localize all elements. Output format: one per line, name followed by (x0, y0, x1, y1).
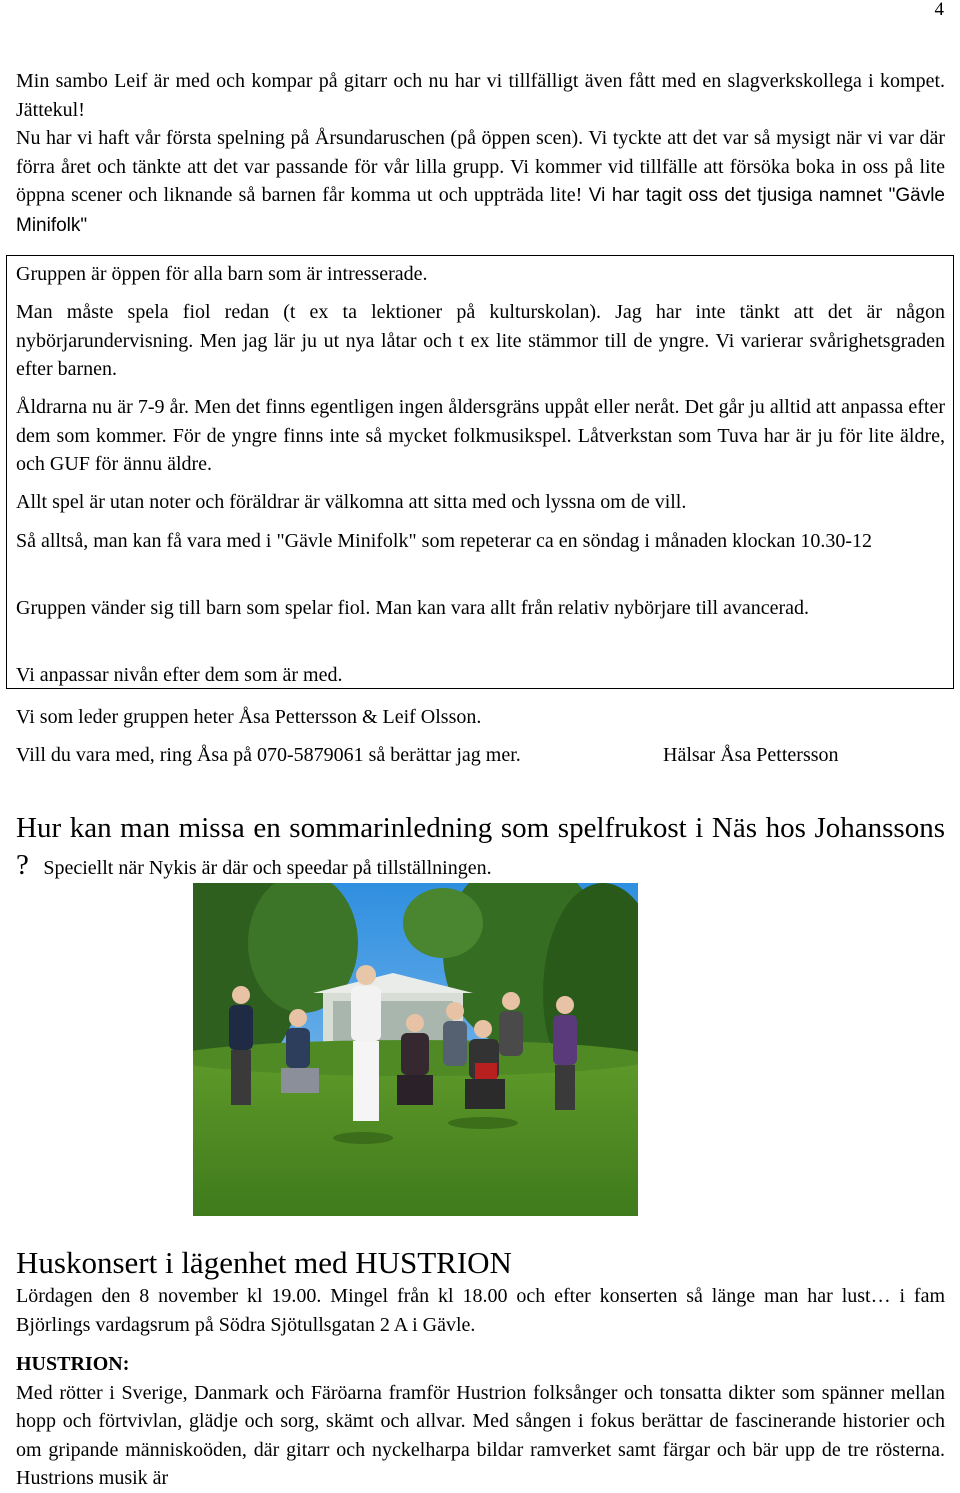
info-schedule: Så alltså, man kan få vara med i "Gävle Minifolk" som repeterar ca en söndag i månaden klockan 10.30-12 (16, 530, 873, 552)
contact-line: Vill du vara med, ring Åsa på 070-5879061 så berättar jag mer. (16, 744, 521, 766)
breakfast-heading-text: Hur kan man missa en sommarinledning som spelfrukost i Näs hos Johanssons ? (16, 812, 945, 881)
info-ages: Åldrarna nu är 7-9 år. Men det finns egentligen ingen åldersgräns uppåt eller neråt. Det går ju alltid att anpassa efter dem som kommer. För de yngre finns inte så mycket folkmusikspel. Låtverkstan som Tuva har är ju för lite äldre, och GUF för ännu äldre. (16, 396, 945, 475)
info-level: Vi anpassar nivån efter dem som är med. (16, 664, 343, 686)
musicians-photo-image (193, 883, 638, 1216)
info-no-notes: Allt spel är utan noter och föräldrar är välkomna att sitta med och lyssna om de vill. (16, 491, 687, 513)
page-number: 4 (934, 0, 944, 20)
minifolk-name-sentence: Vi har tagit oss det tjusiga namnet "Gävle Minifolk" (16, 185, 945, 236)
musicians-photo (193, 883, 638, 1216)
intro-paragraph-2-main: Nu har vi haft vår första spelning på Årsundaruschen (på öppen scen). Vi tyckte att det var så mysigt när vi var där förra året och tänkte att det var passande för vår lilla grupp. Vi kommer vid tillfälle att försöka boka in oss på lite öppna scener och liknande så barnen får komma ut och uppträda lite! (16, 127, 945, 206)
breakfast-heading-subtitle: Speciellt när Nykis är där och speedar på tillställningen. (43, 857, 492, 879)
hustrion-label: HUSTRION: (16, 1353, 130, 1375)
group-info-box (6, 255, 954, 689)
info-requirements: Man måste spela fiol redan (t ex ta lektioner på kulturskolan). Jag har inte tänkt att det är någon nybörjarundervisning. Men jag lär ju ut nya låtar och t ex lite stämmor till de yngre. Vi varierar svårighetsgraden efter barnen. (16, 301, 945, 380)
hustrion-section (16, 1350, 945, 1493)
hustrion-description: Med rötter i Sverige, Danmark och Färöarna framför Hustrion folksånger och tonsatta dikter som spänner mellan hopp och förtvivlan, glädje och sorg, skämt och allvar. Med sången i fokus berättar de fascinerande historier och om gripande människoöden, där gitarr och nyckelharpa bildar ramverket samt färgar och bär upp de tre rösterna. Hustrions musik är (16, 1381, 945, 1489)
concert-info: Lördagen den 8 november kl 19.00. Mingel från kl 18.00 och efter konserten så länge man har lust… i fam Björlings vardagsrum på Södra Sjötullsgatan 2 A i Gävle. (16, 1285, 945, 1336)
intro-paragraph-2 (16, 124, 945, 240)
greeting: Hälsar Åsa Pettersson (663, 744, 839, 766)
concert-heading: Huskonsert i lägenhet med HUSTRION (16, 1245, 512, 1280)
intro-paragraph-1: Min sambo Leif är med och kompar på gitarr och nu har vi tillfälligt även fått med en slagverkskollega i kompet. Jättekul! (16, 70, 945, 121)
intro-text (16, 67, 945, 240)
breakfast-heading (16, 810, 945, 887)
info-open-to-all: Gruppen är öppen för alla barn som är intresserade. (16, 263, 428, 285)
info-target-group: Gruppen vänder sig till barn som spelar fiol. Man kan vara allt från relativ nybörjare till avancerad. (16, 597, 810, 619)
leaders-line: Vi som leder gruppen heter Åsa Pettersson & Leif Olsson. (16, 706, 482, 728)
